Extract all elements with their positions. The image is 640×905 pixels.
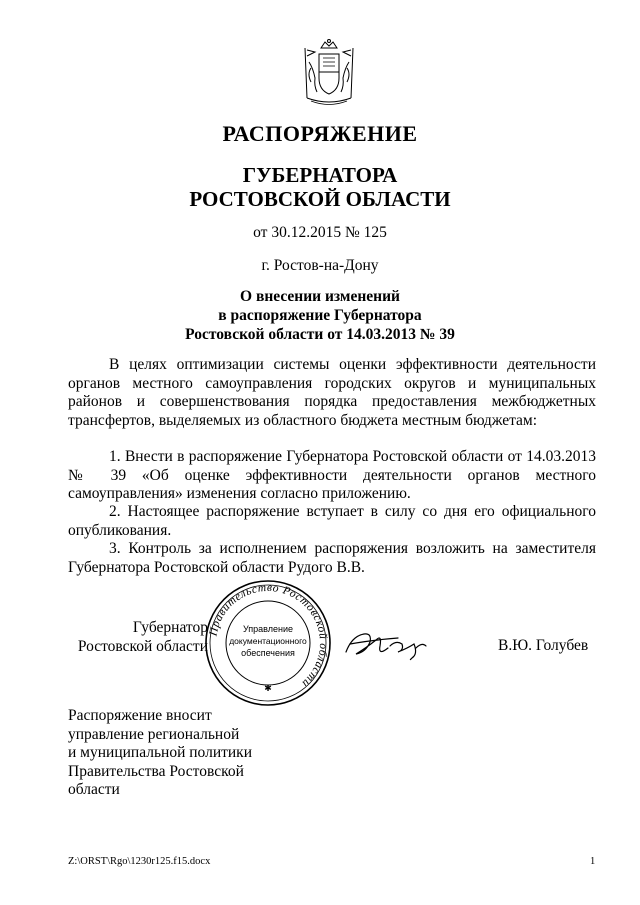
document-subject [0,287,640,344]
subject-line: в распоряжение Губернатора [218,307,422,324]
seal-inner-line: документационного [229,636,307,646]
item-2-paragraph: 2. Настоящее распоряжение вступает в силу со дня его официального опубликования. [68,503,596,539]
note-line: управление региональной [68,725,240,743]
item-3-paragraph: 3. Контроль за исполнением распоряжения возложить на заместителя Губернатора Ростовской области Рудого В.В. [68,540,596,576]
seal-inner-line: обеспечения [241,648,295,658]
signatory-name: В.Ю. Голубев [498,637,589,654]
issuer-line: ГУБЕРНАТОРА [242,163,398,187]
seal-star: ✱ [264,683,272,693]
coat-of-arms-icon [297,38,361,108]
submitted-by-note [68,707,252,800]
intro-paragraph: В целях оптимизации системы оценки эффективности деятельности органов местного самоуправления городских округов и муниципальных районов и совершенствования порядка предоставления межбюджетных трансфертов, выделяемых из областного бюджета местным бюджетам: [68,356,596,429]
seal-outer-text: Правительство Ростовской области [207,581,330,690]
signatory-position-line: Губернатор [132,619,208,636]
issuer-title [0,163,640,211]
note-line: Правительства Ростовской [68,762,244,780]
subject-line: Ростовской области от 14.03.2013 № 39 [185,326,455,343]
file-path: Z:\ORST\Rgo\1230r125.f15.docx [68,856,211,867]
note-line: Распоряжение вносит [68,707,212,724]
item-1-paragraph: 1. Внести в распоряжение Губернатора Ростовской области от 14.03.2013 № 39 «Об оценке эффективности деятельности органов местного самоуправления» изменения согласно приложению. [68,448,596,502]
note-line: области [68,781,120,798]
signatory-position-line: Ростовской области [77,638,208,655]
official-seal [203,578,333,708]
handwritten-signature [342,618,467,668]
page-number: 1 [590,856,596,867]
document-city: г. Ростов-на-Дону [261,257,379,274]
document-title: РАСПОРЯЖЕНИЕ [222,121,418,146]
subject-line: О внесении изменений [240,288,400,305]
issuer-line: РОСТОВСКОЙ ОБЛАСТИ [189,187,451,211]
signatory-position [68,618,208,656]
seal-inner-line: Управление [242,624,294,634]
note-line: и муниципальной политики [68,744,253,761]
document-date-number: от 30.12.2015 № 125 [253,224,387,241]
